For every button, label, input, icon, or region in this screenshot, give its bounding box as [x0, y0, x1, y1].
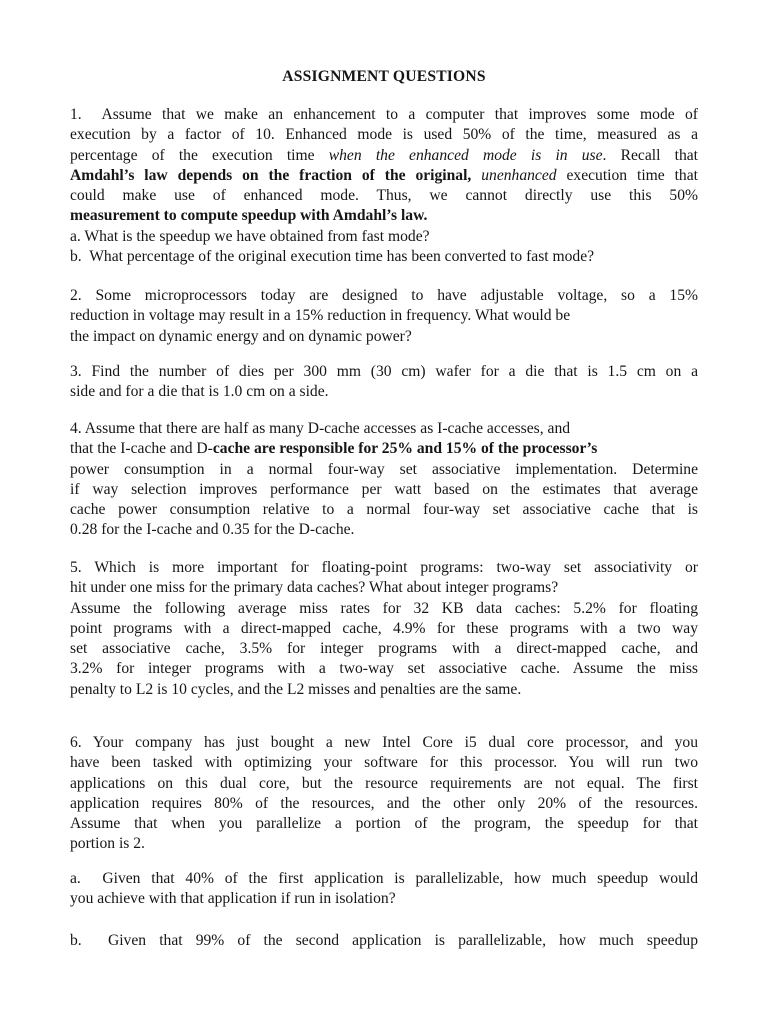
text-line	[70, 753, 698, 773]
text-run: execution time that	[556, 166, 698, 184]
text-run: portion is 2.	[70, 835, 145, 853]
text-run: side and for a die that is 1.0 cm on a side.	[70, 383, 329, 401]
text-run: . Recall that	[602, 146, 698, 164]
bold-text-run: measurement to compute speedup with Amdahl’s law.	[70, 207, 428, 225]
text-line	[70, 146, 698, 166]
text-run: 5. Which is more important for floating-point programs: two-way set associativity or	[70, 559, 698, 576]
text-run: have been tasked with optimizing your software for this processor. You will run two	[70, 754, 698, 772]
text-run: b. Given that 99% of the second application is parallelizable, how much speedup	[70, 932, 698, 949]
text-line	[70, 460, 698, 480]
text-run: 0.28 for the I-cache and 0.35 for the D-cache.	[70, 521, 355, 539]
page-title: ASSIGNMENT QUESTIONS	[282, 68, 486, 85]
text-line	[70, 659, 698, 679]
text-line	[70, 869, 698, 889]
text-run: hit under one miss for the primary data caches? What about integer programs?	[70, 579, 559, 597]
question-6a	[70, 869, 698, 910]
text-run: 3. Find the number of dies per 300 mm (30 cm) wafer for a die that is 1.5 cm on a	[70, 363, 698, 380]
text-run: if way selection improves performance per watt based on the estimates that average	[70, 480, 698, 498]
text-run: 2. Some microprocessors today are designed to have adjustable voltage, so a 15%	[70, 287, 698, 304]
text-run: application requires 80% of the resources, and the other only 20% of the resources.	[70, 794, 698, 812]
text-line	[70, 578, 698, 598]
text-line	[70, 889, 698, 909]
text-run: percentage of the execution time	[70, 146, 329, 164]
text-line	[70, 480, 698, 500]
text-run: a. Given that 40% of the first application is parallelizable, how much speedup would	[70, 870, 698, 887]
text-run: 1. Assume that we make an enhancement to a computer that improves some mode of	[70, 106, 698, 123]
text-run: the impact on dynamic energy and on dynamic power?	[70, 327, 412, 345]
text-run: penalty to L2 is 10 cycles, and the L2 misses and penalties are the same.	[70, 680, 522, 698]
text-line	[70, 558, 698, 578]
bold-text-run: Amdahl’s law depends on the fraction of the original,	[70, 166, 472, 184]
question-4	[70, 419, 698, 541]
text-run: could make use of enhanced mode. Thus, we cannot directly use this 50%	[70, 187, 698, 205]
text-line	[70, 834, 698, 854]
text-line	[70, 814, 698, 834]
question-1	[70, 105, 698, 267]
text-line	[70, 286, 698, 306]
text-line	[70, 227, 698, 247]
text-run: applications on this dual core, but the resource requirements are not equal. The first	[70, 774, 698, 792]
text-line	[70, 419, 698, 439]
text-run: power consumption in a normal four-way set associative implementation. Determine	[70, 460, 698, 478]
text-run	[471, 167, 481, 184]
text-line	[70, 619, 698, 639]
text-run: you achieve with that application if run in isolation?	[70, 890, 396, 908]
text-line	[70, 439, 698, 459]
text-run: execution by a factor of 10. Enhanced mode is used 50% of the time, measured as a	[70, 126, 698, 144]
text-line	[70, 931, 698, 951]
text-line	[70, 599, 698, 619]
text-run: that the I-cache and D-	[70, 440, 213, 458]
italic-text-run: unenhanced	[481, 166, 557, 184]
text-run: point programs with a direct-mapped cache, 4.9% for these programs with a two way	[70, 619, 698, 637]
text-line	[70, 125, 698, 145]
text-line	[70, 733, 698, 753]
text-line	[70, 247, 698, 267]
text-line	[70, 327, 698, 347]
question-3	[70, 362, 698, 403]
question-2	[70, 286, 698, 347]
text-run: b. What percentage of the original execution time has been converted to fast mode?	[70, 248, 595, 266]
text-run: cache power consumption relative to a normal four-way set associative cache that is	[70, 501, 698, 519]
text-line	[70, 166, 698, 186]
text-line	[70, 186, 698, 206]
text-line	[70, 206, 698, 226]
question-5	[70, 558, 698, 700]
text-line	[70, 794, 698, 814]
question-6b	[70, 931, 698, 951]
text-run: Assume the following average miss rates for 32 KB data caches: 5.2% for floating	[70, 599, 698, 617]
text-run: set associative cache, 3.5% for integer programs with a direct-mapped cache, and	[70, 640, 698, 658]
text-line	[70, 382, 698, 402]
text-line	[70, 774, 698, 794]
text-run: reduction in voltage may result in a 15% reduction in frequency. What would be	[70, 307, 571, 325]
question-6	[70, 733, 698, 855]
text-run: a. What is the speedup we have obtained from fast mode?	[70, 227, 430, 245]
text-line	[70, 520, 698, 540]
text-line	[70, 306, 698, 326]
text-run: Assume that when you parallelize a portion of the program, the speedup for that	[70, 815, 698, 833]
italic-text-run: when the enhanced mode is in use	[328, 146, 603, 164]
text-line	[70, 639, 698, 659]
text-run: 6. Your company has just bought a new Intel Core i5 dual core processor, and you	[70, 734, 698, 751]
text-line	[70, 500, 698, 520]
bold-text-run: cache are responsible for 25% and 15% of the processor’s	[212, 440, 598, 458]
text-line	[70, 680, 698, 700]
text-run: 3.2% for integer programs with a two-way set associative cache. Assume the miss	[70, 660, 698, 678]
text-line	[70, 362, 698, 382]
text-line	[70, 105, 698, 125]
text-run: 4. Assume that there are half as many D-cache accesses as I-cache accesses, and	[70, 420, 571, 437]
